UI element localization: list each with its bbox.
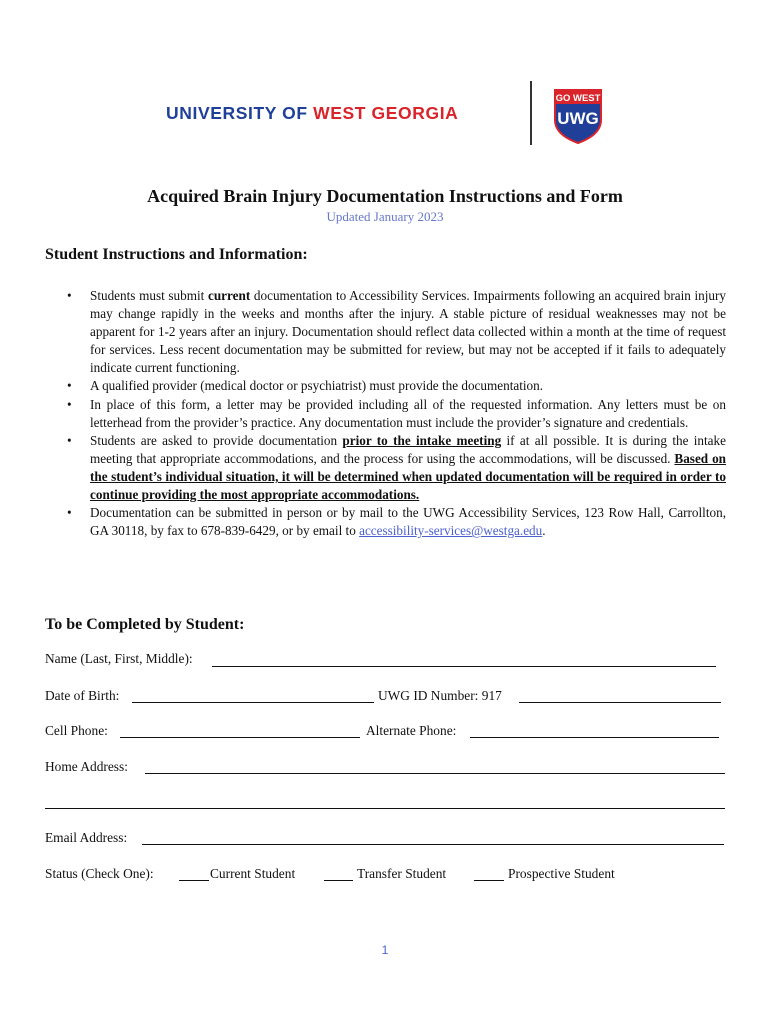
list-item: • A qualified provider (medical doctor or psychiatrist) must provide the documentation.	[45, 377, 726, 395]
list-item: • Students are asked to provide documentation prior to the intake meeting if at all possible. It is during the intake meeting that appropriate accommodations, and the process for using the accommodations, will be discussed. Based on the student’s individual situation, it will be determined when updated documentation will be required in order to continue providing the most appropriate accommodations.	[45, 432, 726, 504]
logo-part-1: UNIVERSITY OF	[166, 103, 308, 123]
emphasis-current: current	[207, 288, 251, 303]
status-transfer-label: Transfer Student	[357, 866, 447, 881]
shield-main-text: UWG	[557, 109, 599, 128]
email-address-field[interactable]	[142, 844, 724, 845]
status-prospective-label: Prospective Student	[508, 866, 615, 881]
emphasis-updated-docs: Based on the student’s individual situation, it will be determined when updated documentation will be required in order to continue providing the most appropriate accommodations.	[90, 450, 727, 503]
email-address-label: Email Address:	[45, 830, 128, 845]
alternate-phone-label: Alternate Phone:	[366, 723, 457, 738]
alternate-phone-field[interactable]	[470, 737, 719, 738]
name-label: Name (Last, First, Middle):	[45, 651, 193, 666]
home-address-field-line2[interactable]	[45, 808, 725, 809]
logo-part-2: WEST GEORGIA	[313, 103, 459, 123]
dob-label: Date of Birth:	[45, 688, 120, 703]
name-field[interactable]	[212, 666, 716, 667]
status-label: Status (Check One):	[45, 866, 154, 881]
instructions-heading: Student Instructions and Information:	[45, 246, 308, 263]
university-logo-wordmark	[166, 103, 458, 124]
home-address-label: Home Address:	[45, 759, 128, 774]
status-current-checkbox[interactable]	[179, 880, 209, 881]
uwg-shield-icon	[551, 88, 605, 144]
document-title: Acquired Brain Injury Documentation Instructions and Form	[147, 186, 623, 206]
instructions-list	[45, 287, 726, 540]
uwg-id-field[interactable]	[519, 702, 721, 703]
shield-top-text: GO WEST	[555, 93, 601, 104]
status-prospective-checkbox[interactable]	[474, 880, 504, 881]
dob-field[interactable]	[132, 702, 374, 703]
uwg-id-label: UWG ID Number: 917	[378, 688, 502, 703]
cell-phone-field[interactable]	[120, 737, 360, 738]
list-item: • Students must submit current documentation to Accessibility Services. Impairments following an acquired brain injury may change rapidly in the weeks and months after the injury. A stable picture of residual weaknesses may not be apparent for 1-2 years after an injury. Documentation should reflect data collected within a month at the time of request for services. Less recent documentation may be submitted for review, but may not be accepted if it fails to adequately indicate current functioning.	[45, 287, 726, 377]
emphasis-intake: prior to the intake meeting	[342, 432, 502, 448]
list-item: • In place of this form, a letter may be provided including all of the requested information. Any letters must be on letterhead from the provider’s practice. Any documentation must include the provider’s signature and credentials.	[45, 396, 726, 432]
home-address-field[interactable]	[145, 773, 725, 774]
logo-divider	[530, 81, 532, 145]
updated-date: Updated January 2023	[326, 209, 444, 224]
email-link[interactable]: accessibility-services@westga.edu	[359, 523, 543, 539]
status-transfer-checkbox[interactable]	[324, 880, 353, 881]
student-form-heading: To be Completed by Student:	[45, 616, 245, 633]
status-current-label: Current Student	[210, 866, 296, 881]
list-item: • Documentation can be submitted in person or by mail to the UWG Accessibility Services, 123 Row Hall, Carrollton, GA 30118, by fax to 678-839-6429, or by email to accessibility-services@westga.edu.	[45, 504, 726, 540]
cell-phone-label: Cell Phone:	[45, 723, 108, 738]
page-number: 1	[381, 943, 389, 957]
